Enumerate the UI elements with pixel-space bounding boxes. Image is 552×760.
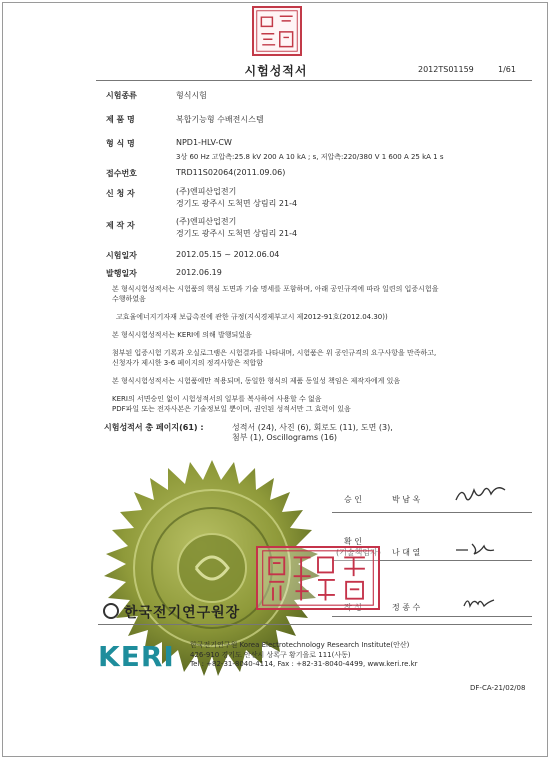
field-value-product-name: 복합기능형 수배전시스템 [176, 115, 264, 124]
field-label-model: 형 식 명 [106, 139, 135, 148]
field-value-applicant: (주)엔피산업전기 [176, 187, 237, 196]
field-value-receipt-no: TRD11S02064(2011.09.06) [176, 168, 286, 177]
paragraph-results-cont: 신청자가 제시한 3-6 페이지의 정격사항은 적합함 [112, 359, 264, 367]
field-label-test-type: 시험종류 [106, 91, 137, 100]
signature-name-verify: 나 대 열 [392, 548, 421, 557]
field-label-manufacturer: 제 작 자 [106, 221, 135, 230]
form-code: DF-CA-21/02/08 [470, 684, 526, 692]
paragraph-scope: 본 형식시험성적서는 시험품의 핵심 도면과 기술 명세를 포함하며, 아래 공인규격에 따라 일련의 입증시험을 [112, 285, 439, 293]
pages-summary-line2: 첨부 (1), Oscillograms (16) [232, 433, 338, 442]
field-value-issue-date: 2012.06.19 [176, 268, 222, 277]
paragraph-copy-restriction: KERI의 서면승인 없이 시험성적서의 일부를 복사하여 사용할 수 없음 [112, 395, 322, 403]
signature-name-author: 정 종 수 [392, 603, 421, 612]
field-value-test-dates: 2012.05.15 ~ 2012.06.04 [176, 250, 280, 259]
page-number: 1/61 [498, 65, 516, 74]
pages-summary-line1: 성적서 (24), 사진 (6), 회로도 (11), 도면 (3), [232, 423, 393, 432]
keri-logo: KERI [98, 640, 175, 673]
signature-role-author: 작 성 [344, 603, 362, 612]
field-label-applicant: 신 청 자 [106, 189, 135, 198]
header-divider [96, 80, 532, 81]
institute-divider [98, 624, 532, 625]
field-value-applicant-address: 경기도 광주시 도척면 상림리 21-4 [176, 199, 298, 208]
handwritten-signature-author [460, 592, 500, 612]
field-value-manufacturer-address: 경기도 광주시 도척면 상림리 21-4 [176, 229, 298, 238]
institute-director-title: 한국전기연구원장 [124, 605, 241, 621]
paragraph-applicability: 본 형식시험성적서는 시험품에만 적용되며, 동일한 형식의 제품 동일성 책임은 제작자에게 있음 [112, 377, 401, 385]
signature-line-author [332, 616, 532, 617]
paragraph-standard: 고효율에너지기자재 보급촉진에 관한 규정(지식경제부고시 제2012-91호(2012.04.30)) [116, 313, 388, 321]
signature-role-verify: 확 인 [344, 537, 362, 546]
field-value-rating: 3상 60 Hz 고압측:25.8 kV 200 A 10 kA ; s, 저압측:220/380 V 1 600 A 25 kA 1 s [176, 153, 444, 161]
institute-address-line1: 한국전기연구원 Korea Electrotechnology Research Institute(안산) [190, 641, 410, 649]
report-number: 2012TS01159 [418, 65, 474, 74]
field-label-issue-date: 발행일자 [106, 269, 137, 278]
institute-address-line2: 426-910 경기도 안산시 상록구 황기을로 111(사동) [190, 651, 351, 659]
handwritten-signature-verify [452, 538, 502, 556]
top-seal-stamp [252, 6, 302, 56]
field-value-model: NPD1-HLV-CW [176, 138, 232, 147]
field-value-test-type: 형식시험 [176, 91, 207, 100]
paragraph-results: 첨부된 입증시험 기록과 오실로그램은 시험결과를 나타내며, 시험품은 위 공인규격의 요구사항을 만족하고, [112, 349, 437, 357]
institute-emblem-icon [103, 603, 119, 619]
signature-role-verify-sub: (기술책임자) [336, 548, 381, 557]
signature-role-approve: 승 인 [344, 495, 362, 504]
field-label-test-dates: 시험일자 [106, 251, 137, 260]
handwritten-signature-approve [452, 484, 510, 506]
paragraph-scope-cont: 수행하였음 [112, 295, 146, 303]
paragraph-pdf-notice: PDF파일 또는 전자사본은 기술정보일 뿐이며, 권인된 성적서만 그 효력이 있음 [112, 405, 351, 413]
field-label-product-name: 제 품 명 [106, 115, 135, 124]
field-label-receipt-no: 접수번호 [106, 169, 137, 178]
document-title: 시험성적서 [244, 64, 308, 78]
field-value-manufacturer: (주)엔피산업전기 [176, 217, 237, 226]
red-official-seal [256, 546, 380, 610]
pages-summary-label: 시험성적서 총 페이지(61) : [104, 423, 204, 432]
signature-name-approve: 박 남 옥 [392, 495, 421, 504]
signature-line-approve [332, 512, 532, 513]
institute-contact-line: Tel : +82-31-8040-4114, Fax : +82-31-8040-4499, www.keri.re.kr [190, 660, 418, 668]
paragraph-issued-by: 본 형식시험성적서는 KERI에 의해 발행되었음 [112, 331, 252, 339]
